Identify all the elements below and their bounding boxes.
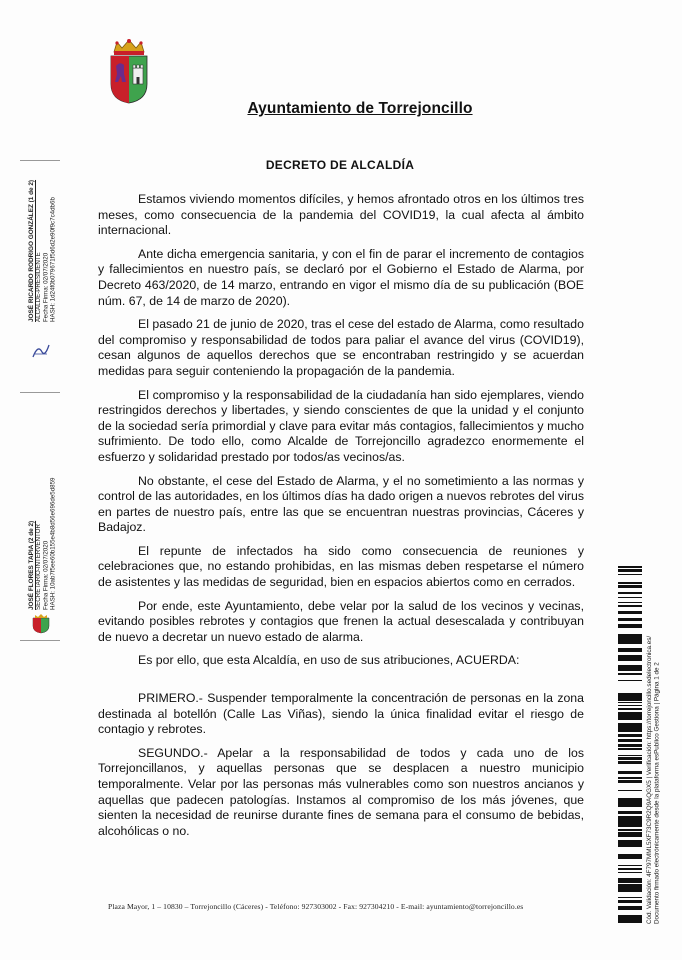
signature-divider: [20, 392, 60, 393]
signature-block-mayor: [28, 166, 57, 322]
barcode-bar: [618, 611, 642, 614]
barcode-bar: [618, 890, 642, 892]
crest-icon: [30, 612, 52, 634]
barcode-bar: [618, 705, 642, 706]
paragraph: El pasado 21 de junio de 2020, tras el cese del estado de Alarma, como resultado del compromiso y responsabilidad de todos para paliar el avance del virus (COVID19), cesan algunos de aquellos derechos que se encontraban restringido y se acuerdan medidas para seguir conteniendo la propagación de la pandemia.: [98, 317, 584, 378]
barcode-bar: [618, 781, 642, 783]
verification-text: [646, 594, 661, 924]
barcode-bar: [618, 712, 642, 713]
barcode-bar: [618, 819, 642, 822]
barcode-bar: [618, 739, 642, 742]
barcode-bar: [618, 812, 642, 814]
barcode-bar: [618, 634, 642, 635]
barcode-bar: [618, 835, 642, 837]
paragraph: No obstante, el cese del Estado de Alarma, y el no sometimiento a las normas y control de las autoridades, en los últimos días ha dado origen a nuevos rebrotes del virus en partes de nuestro país, entre las que se encuentran nuestras provincias, Cáceres y Badajoz.: [98, 473, 585, 535]
paragraph: Estamos viviendo momentos difíciles, y hemos afrontado otros en los últimos tres meses, como consecuencia de la pandemia del COVID19, la cual afecta al ámbito internacional.: [98, 192, 584, 238]
barcode-bar: [618, 878, 642, 880]
barcode-bar: [618, 626, 642, 628]
barcode-bar: [618, 656, 642, 658]
barcode-bar: [618, 868, 642, 870]
barcode-bar: [618, 763, 642, 764]
paragraph: El repunte de infectados ha sido como consecuencia de reuniones y celebraciones que, no estando prohibidas, en las mismas deben respetarse el número de asistentes y las medidas de seguridad, bien en espacios abiertos como en cerrados.: [98, 543, 584, 590]
document-title: DECRETO DE ALCALDÍA: [265, 158, 415, 172]
signature-date: Fecha Firma: 02/07/2020: [42, 252, 50, 322]
barcode-bar: [618, 824, 642, 827]
barcode-bar: [618, 585, 642, 588]
barcode-bar: [618, 624, 642, 626]
barcode-bar: [618, 702, 642, 703]
barcode-bar: [618, 771, 642, 774]
barcode-bar: [618, 880, 642, 883]
barcode-bar: [618, 918, 642, 921]
barcode-bar: [618, 802, 642, 805]
crest-icon: [106, 38, 152, 104]
barcode-bar: [618, 854, 642, 856]
paragraph: Es por ello, que esta Alcaldía, en uso de sus atribuciones, ACUERDA:: [138, 653, 520, 668]
barcode-bar: [618, 641, 642, 644]
barcode-bar: [618, 805, 642, 807]
signature-hash: HASH: 1d24f0b079671f5d6d2e90f9c7c4db6b: [49, 197, 57, 322]
barcode-bar: [618, 574, 642, 575]
barcode-bar: [618, 887, 642, 890]
barcode-bar: [618, 693, 642, 694]
barcode-bar: [618, 755, 642, 756]
barcode-bar: [618, 897, 642, 898]
paragraph: Ante dicha emergencia sanitaria, y con el fin de parar el incremento de contagios y fallecimientos en nuestro país, se declaró por el Gobierno el Estado de Alarma, por Decreto 463/2020, de 14 marzo, entrando en vigor el mismo día de su publicación (BOE núm. 67, de 14 de marzo de 2020).: [98, 246, 584, 308]
barcode-bar: [618, 668, 642, 670]
verification-code: Cód. Validación: 4F797MML5XF73C9R2Q9AQGX5 | Verificación: https://torrejoncillo.sedelectronica.es/: [646, 635, 653, 924]
barcode-bar: [618, 698, 642, 701]
barcode-bar: [618, 582, 642, 584]
barcode-bar: [618, 673, 642, 675]
barcode-bar: [618, 696, 642, 698]
barcode-bar: [618, 798, 642, 801]
barcode-bar: [618, 906, 642, 908]
signer-name: JOSÉ FLORES TAPIA (2 de 2): [28, 520, 35, 610]
signature-date: Fecha Firma: 02/07/2020: [42, 540, 50, 610]
barcode-bar: [618, 638, 642, 641]
barcode-bar: [618, 660, 642, 661]
barcode-bar: [618, 921, 642, 923]
barcode-bar: [618, 811, 642, 812]
barcode-bar: [618, 723, 642, 725]
resolution-second: SEGUNDO.- Apelar a la responsabilidad de todos y cada uno de los Torrejoncillanos, y aquellas personas que se desplacen a nuestro municipio temporalmente. Velar por las personas más vulnerables como son nuestros ancianos y aquellas que padecen patologías. Instamos al compromiso de los más jóvenes, que sienten la necesidad de reunirse durante fines de semana para el consumo de bebidas, alcohólicas o no.: [98, 745, 584, 838]
resolution-first: PRIMERO.- Suspender temporalmente la concentración de personas en la zona destinada al botellón (Calle Las Viñas), siendo la única finalidad evitar el riesgo de contagio y rebrotes.: [98, 691, 584, 737]
barcode-bar: [618, 635, 642, 638]
barcode-bar: [618, 856, 642, 859]
paragraph: El compromiso y la responsabilidad de la ciudadanía han sido ejemplares, viendo restringidos derechos y libertades, y siendo conscientes de que la unidad y el conjunto de la sociedad sería primordial y clave para evitar más contagios, fallecimientos y mucho sufrimiento. De todo ello, como Alcalde de Torrejoncillo agradezco enormemente el esfuerzo y solidaridad prestado por todos/as vecinos/as.: [98, 387, 584, 464]
barcode-bar: [618, 832, 642, 835]
signature-block-secretary: [28, 470, 57, 610]
paragraph: Por ende, este Ayuntamiento, debe velar por la salud de los vecinos y vecinas, evitando posibles rebrotes y contagios que frenen la actual desescalada y contribuyan de nuevo a decretar un nuevo estado de alarma.: [98, 598, 584, 644]
barcode-bar: [618, 916, 642, 918]
barcode-bar: [618, 845, 642, 847]
barcode-bar: [618, 708, 642, 710]
signature-divider: [20, 160, 60, 161]
signer-role: SECRETARIO-INTERVENTOR: [35, 524, 43, 610]
barcode-bar: [618, 780, 642, 781]
barcode-bar: [618, 592, 642, 594]
barcode-bar: [618, 655, 642, 656]
barcode-bar: [618, 872, 642, 873]
barcode-bar: [618, 840, 642, 842]
barcode-bar: [618, 816, 642, 819]
barcode-bar: [618, 757, 642, 760]
barcode-bar: [618, 606, 642, 607]
barcode-bar: [618, 618, 642, 621]
barcode-bar: [618, 761, 642, 762]
barcode-bar: [618, 865, 642, 866]
barcode-bar: [618, 790, 642, 791]
barcode-bar: [618, 680, 642, 681]
organization-name: Ayuntamiento de Torrejoncillo: [247, 100, 473, 117]
footer-contact: Plaza Mayor, 1 – 10830 – Torrejoncillo (Cáceres) - Teléfono: 927303002 - Fax: 927304210 - E-mail: ayuntamiento@torrejoncillo.es: [108, 902, 524, 911]
barcode-bar: [618, 602, 642, 603]
barcode-bar: [618, 801, 642, 802]
barcode-bar: [618, 713, 642, 715]
barcode-bar: [618, 728, 642, 730]
barcode-bar: [618, 569, 642, 571]
barcode-bar: [618, 718, 642, 720]
barcode-bar: [618, 597, 642, 598]
signer-name: JOSÉ RICARDO RODRIGO GONZÁLEZ (1 de 2): [28, 179, 35, 322]
barcode-icon: [618, 566, 642, 930]
signer-role: ALCALDE-PRESIDENTE: [35, 252, 43, 322]
barcode-bar: [618, 822, 642, 823]
barcode-bar: [618, 694, 642, 696]
document-body: [98, 192, 584, 847]
barcode-bar: [618, 605, 642, 606]
barcode-bar: [618, 908, 642, 910]
barcode-bar: [618, 725, 642, 728]
barcode-bar: [618, 730, 642, 732]
barcode-bar: [618, 734, 642, 737]
verification-platform: Documento firmado electrónicamente desde la plataforma esPublico Gestiona | Página 1 de 2: [653, 662, 661, 924]
barcode-bar: [618, 670, 642, 671]
signature-stamp-icon: [30, 340, 52, 362]
barcode-bar: [618, 884, 642, 887]
barcode-bar: [618, 823, 642, 824]
barcode-bar: [618, 651, 642, 652]
barcode-bar: [618, 915, 642, 916]
barcode-bar: [618, 715, 642, 718]
barcode-bar: [618, 762, 642, 763]
barcode-bar: [618, 842, 642, 845]
signature-hash: HASH: 10ab7f5ee60b155e4b8d56e696de5d859: [49, 477, 57, 610]
barcode-bar: [618, 566, 642, 568]
barcode-bar: [618, 648, 642, 651]
barcode-bar: [618, 900, 642, 903]
barcode-bar: [618, 658, 642, 660]
signature-divider: [20, 640, 60, 641]
barcode-bar: [618, 829, 642, 831]
barcode-bar: [618, 748, 642, 750]
barcode-bar: [618, 665, 642, 668]
barcode-bar: [618, 744, 642, 747]
barcode-bar: [618, 777, 642, 779]
barcode-bar: [618, 571, 642, 572]
